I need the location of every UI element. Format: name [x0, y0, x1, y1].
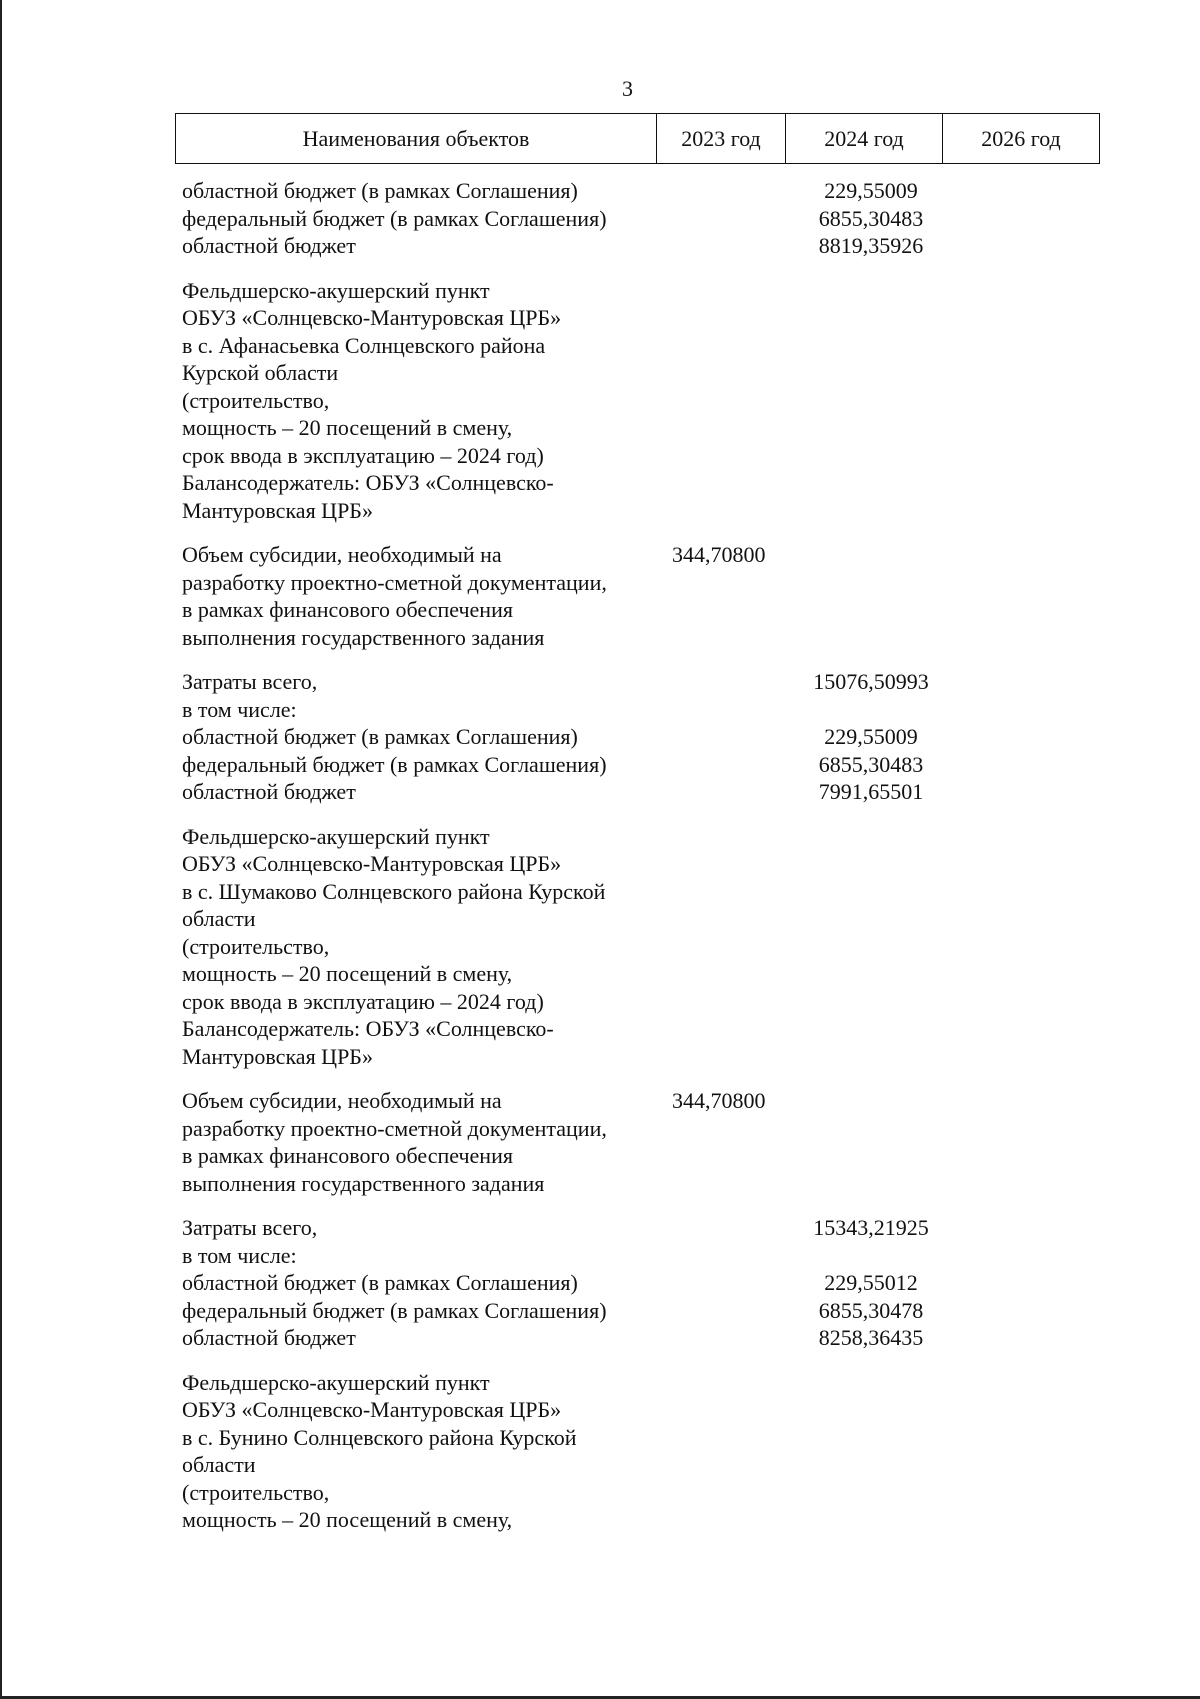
- table-row: [0, 442, 1200, 470]
- table-row: [0, 1369, 1200, 1397]
- table-row: [0, 1424, 1200, 1452]
- table-row: [0, 1396, 1200, 1424]
- table-row: [0, 387, 1200, 415]
- table-row: [0, 497, 1200, 525]
- table-row: [0, 696, 1200, 724]
- table-body: [0, 177, 1200, 1534]
- table-row: [0, 332, 1200, 360]
- row-label: Затраты всего,: [182, 1215, 318, 1240]
- row-label: разработку проектно-сметной документации,: [182, 1115, 607, 1141]
- row-label: срок ввода в эксплуатацию – 2024 год): [182, 988, 544, 1014]
- value-2024: 15076,50993: [813, 669, 929, 694]
- table-row: [0, 177, 1200, 205]
- row-label: федеральный бюджет (в рамках Соглашения): [182, 205, 607, 231]
- row-label: федеральный бюджет (в рамках Соглашения): [182, 1297, 607, 1323]
- block-spacer: [0, 1352, 1200, 1369]
- value-2023: 344,70800: [672, 542, 766, 567]
- row-label: Фельдшерско-акушерский пункт: [182, 277, 490, 303]
- table-row: [0, 1506, 1200, 1534]
- row-label: (строительство,: [182, 387, 330, 413]
- value-2024: 7991,65501: [818, 779, 924, 804]
- row-label: Объем субсидии, необходимый на: [182, 1088, 502, 1113]
- table-row: [0, 1115, 1200, 1143]
- header-year-2023: 2023 год: [657, 114, 786, 163]
- table-row: [0, 232, 1200, 260]
- row-label: областной бюджет: [182, 233, 356, 258]
- table-row: [0, 469, 1200, 497]
- table-row: [0, 1297, 1200, 1325]
- value-2024: 15343,21925: [813, 1215, 929, 1240]
- table-row: [0, 304, 1200, 332]
- table-row: [0, 751, 1200, 779]
- table-row: [0, 414, 1200, 442]
- table-row: [0, 1269, 1200, 1297]
- table-row: [0, 878, 1200, 906]
- table-row: [0, 1214, 1200, 1242]
- value-2024: 6855,30478: [818, 1297, 924, 1323]
- header-object-names: Наименования объектов: [176, 114, 657, 163]
- value-2023: 344,70800: [672, 1088, 766, 1113]
- row-label: Затраты всего,: [182, 669, 318, 694]
- table-row: [0, 541, 1200, 569]
- row-label: Балансодержатель: ОБУЗ «Солнцевско-: [182, 470, 554, 495]
- value-2024: 229,55009: [824, 178, 918, 203]
- table-row: [0, 1170, 1200, 1198]
- row-label: Балансодержатель: ОБУЗ «Солнцевско-: [182, 1016, 554, 1041]
- row-label: мощность – 20 посещений в смену,: [182, 961, 513, 986]
- row-label: ОБУЗ «Солнцевско-Мантуровская ЦРБ»: [182, 851, 562, 876]
- row-label: в том числе:: [182, 1242, 297, 1268]
- row-label: областной бюджет: [182, 779, 356, 804]
- block-spacer: [0, 260, 1200, 277]
- table-row: [0, 596, 1200, 624]
- row-label: мощность – 20 посещений в смену,: [182, 415, 513, 440]
- value-2024: 229,55012: [824, 1270, 918, 1295]
- row-label: разработку проектно-сметной документации,: [182, 569, 607, 595]
- table-row: [0, 1142, 1200, 1170]
- table-row: [0, 668, 1200, 696]
- block-spacer: [0, 806, 1200, 823]
- header-year-2024: 2024 год: [786, 114, 943, 163]
- table-row: [0, 359, 1200, 387]
- table-row: [0, 1479, 1200, 1507]
- row-label: выполнения государственного задания: [182, 1170, 545, 1196]
- table-row: [0, 277, 1200, 305]
- row-label: (строительство,: [182, 933, 330, 959]
- row-label: областной бюджет (в рамках Соглашения): [182, 178, 578, 203]
- row-label: Мантуровская ЦРБ»: [182, 497, 373, 523]
- row-label: (строительство,: [182, 1479, 330, 1505]
- header-year-2026: 2026 год: [981, 125, 1061, 151]
- row-label: Фельдшерско-акушерский пункт: [182, 1369, 490, 1395]
- row-label: областной бюджет (в рамках Соглашения): [182, 724, 578, 749]
- table-header: [175, 113, 1100, 164]
- table-row: [0, 850, 1200, 878]
- value-2024: 6855,30483: [818, 751, 924, 777]
- table-row: [0, 1015, 1200, 1043]
- row-label: Фельдшерско-акушерский пункт: [182, 823, 490, 849]
- row-label: в рамках финансового обеспечения: [182, 597, 513, 622]
- row-label: Мантуровская ЦРБ»: [182, 1043, 373, 1069]
- table-row: [0, 205, 1200, 233]
- row-label: в с. Бунино Солнцевского района Курской: [182, 1424, 577, 1450]
- table-row: [0, 1087, 1200, 1115]
- row-label: областной бюджет: [182, 1325, 356, 1350]
- value-2024: 229,55009: [824, 724, 918, 749]
- row-label: ОБУЗ «Солнцевско-Мантуровская ЦРБ»: [182, 1397, 562, 1422]
- block-spacer: [0, 651, 1200, 668]
- table-row: [0, 624, 1200, 652]
- row-label: в рамках финансового обеспечения: [182, 1143, 513, 1168]
- table-row: [0, 1242, 1200, 1270]
- block-spacer: [0, 1070, 1200, 1087]
- value-2024: 6855,30483: [818, 205, 924, 231]
- row-label: области: [182, 1452, 256, 1477]
- table-row: [0, 1324, 1200, 1352]
- row-label: федеральный бюджет (в рамках Соглашения): [182, 751, 607, 777]
- row-label: выполнения государственного задания: [182, 624, 545, 650]
- row-label: в том числе:: [182, 696, 297, 722]
- table-row: [0, 569, 1200, 597]
- table-row: [0, 1451, 1200, 1479]
- page-number: 3: [622, 76, 633, 101]
- block-spacer: [0, 1197, 1200, 1214]
- row-label: областной бюджет (в рамках Соглашения): [182, 1270, 578, 1295]
- table-row: [0, 933, 1200, 961]
- table-row: [0, 723, 1200, 751]
- table-row: [0, 905, 1200, 933]
- row-label: срок ввода в эксплуатацию – 2024 год): [182, 442, 544, 468]
- value-2024: 8258,36435: [818, 1325, 924, 1350]
- table-row: [0, 960, 1200, 988]
- row-label: мощность – 20 посещений в смену,: [182, 1507, 513, 1532]
- value-2024: 8819,35926: [818, 233, 924, 258]
- row-label: Курской области: [182, 360, 339, 385]
- table-row: [0, 1043, 1200, 1071]
- block-spacer: [0, 524, 1200, 541]
- row-label: в с. Афанасьевка Солнцевского района: [182, 332, 546, 358]
- row-label: Объем субсидии, необходимый на: [182, 542, 502, 567]
- table-row: [0, 778, 1200, 806]
- row-label: ОБУЗ «Солнцевско-Мантуровская ЦРБ»: [182, 305, 562, 330]
- row-label: в с. Шумаково Солнцевского района Курской: [182, 878, 606, 904]
- table-row: [0, 988, 1200, 1016]
- row-label: области: [182, 906, 256, 931]
- table-row: [0, 823, 1200, 851]
